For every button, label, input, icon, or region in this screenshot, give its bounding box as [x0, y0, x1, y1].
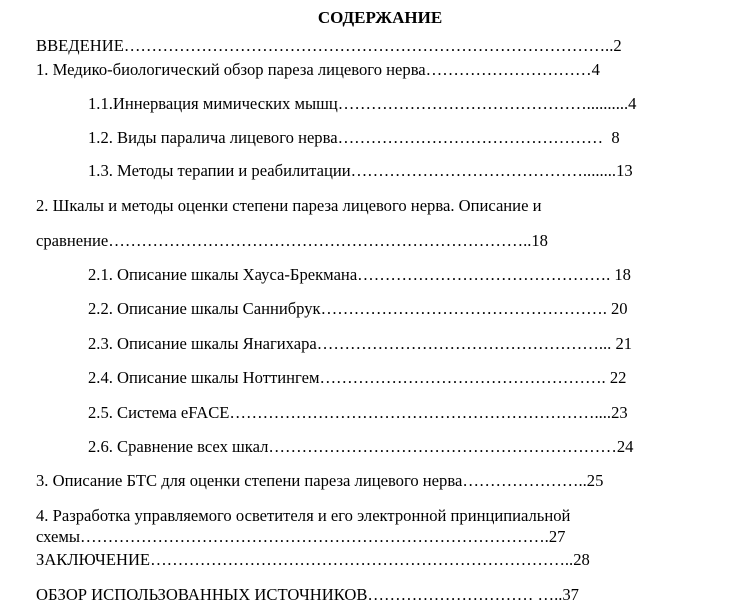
toc-line-references: ОБЗОР ИСПОЛЬЗОВАННЫХ ИСТОЧНИКОВ………………………… …..37 — [36, 585, 579, 604]
toc-line-section-2-5: 2.5. Система eFACE…………………………………………………………....23 — [88, 403, 628, 422]
toc-line-section-2-4: 2.4. Описание шкалы Ноттингем……………………………………………. 22 — [88, 368, 627, 387]
toc-title: СОДЕРЖАНИЕ — [317, 8, 443, 27]
toc-line-section-2-3: 2.3. Описание шкалы Янагихара……………………………………………... 21 — [88, 334, 633, 353]
toc-line-section-1: 1. Медико-биологический обзор пареза лицевого нерва…………………………4 — [36, 60, 600, 79]
toc-line-section-2-continuation: сравнение…………………………………………………………………..18 — [36, 231, 548, 250]
toc-line-conclusion: ЗАКЛЮЧЕНИЕ…………………………………………………………………..28 — [36, 550, 590, 569]
toc-line-section-1-1: 1.1.Иннервация мимических мышц………………………………………..........4 — [88, 94, 637, 113]
toc-line-section-2: 2. Шкалы и методы оценки степени пареза лицевого нерва. Описание и — [36, 196, 542, 215]
toc-line-section-1-2: 1.2. Виды паралича лицевого нерва………………………………………… 8 — [88, 128, 620, 147]
toc-line-section-2-6: 2.6. Сравнение всех шкал………………………………………………………24 — [88, 437, 634, 456]
toc-line-section-4: 4. Разработка управляемого осветителя и его электронной принципиальной — [36, 506, 571, 525]
toc-line-section-2-2: 2.2. Описание шкалы Саннибрук……………………………………………. 20 — [88, 299, 628, 318]
toc-line-section-3: 3. Описание БТС для оценки степени пареза лицевого нерва…………………..25 — [36, 471, 604, 490]
toc-line-section-4-continuation: схемы………………………………………………………………………….27 — [36, 527, 566, 546]
toc-line-section-2-1: 2.1. Описание шкалы Хауса-Брекмана………………………………………. 18 — [88, 265, 631, 284]
toc-line-section-1-3: 1.3. Методы терапии и реабилитации……………………………………........13 — [88, 161, 633, 180]
toc-line-introduction: ВВЕДЕНИЕ……………………………………………………………………………..2 — [36, 36, 622, 55]
